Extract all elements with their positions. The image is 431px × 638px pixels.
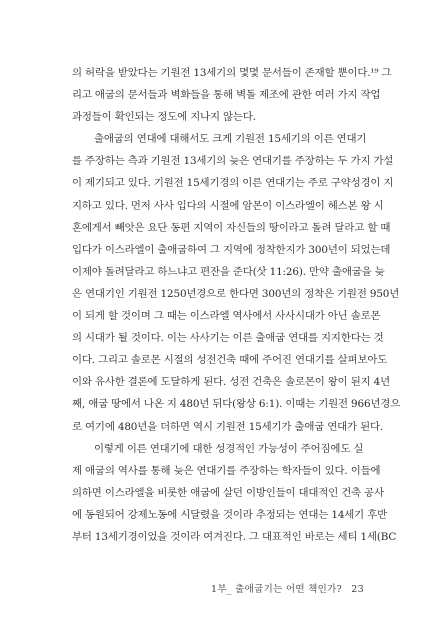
- running-head: 1부_ 출애굽기는 어떤 책인가?: [210, 584, 342, 595]
- text-line: 의 허락을 받았다는 기원전 13세기의 몇몇 문서들이 존재할 뿐이다.¹⁹ 그: [72, 67, 392, 79]
- text-line: 은 연대기인 기원전 1250년경으로 한다면 300년의 정착은 기원전 950년: [72, 287, 400, 300]
- text-line: 이 되게 할 것이며 그 때는 이스라엘 역사에서 사사시대가 아닌 솔로몬: [72, 310, 381, 323]
- text-line: 로 여기에 480년을 더하면 역시 기원전 15세기가 출애굽 연대가 된다.: [72, 420, 384, 433]
- text-line: 제 애굽의 역사를 통해 늦은 연대기를 주장하는 학자들이 있다. 이들에: [72, 464, 381, 477]
- paragraph-start-line: 이렇게 이른 연대기에 대한 성경적인 가능성이 주어짐에도 실: [94, 442, 364, 455]
- paragraph-start-line: 출애굽의 연대에 대해서도 크게 기원전 15세기의 이른 연대기: [94, 133, 367, 146]
- text-line: 의 시대가 될 것이다. 이는 사사기는 이른 출애굽 연대를 지지한다는 것: [72, 332, 384, 345]
- text-line: 입다가 이스라엘이 출애굽하여 그 지역에 정착한지가 300년이 되었는데: [72, 243, 391, 256]
- text-line: 를 주장하는 측과 기원전 13세기의 늦은 연대기를 주장하는 두 가지 가설: [72, 155, 394, 168]
- text-line: 리고 애굽의 문서들과 벽화들을 통해 벽돌 제조에 관한 여러 가지 작업: [72, 89, 381, 102]
- text-line: 혼에게서 빼앗은 요단 동편 지역이 자신들의 땅이라고 돌려 달라고 할 때: [72, 221, 391, 234]
- text-line: 이 제기되고 있다. 기원전 15세기경의 이른 연대기는 주로 구약성경이 지: [72, 177, 394, 190]
- text-line: 이다. 그리고 솔로몬 시절의 성전건축 때에 주어진 연대기를 살펴보아도: [72, 354, 388, 367]
- text-line: 부터 13세기경이었을 것이라 여겨진다. 그 대표적인 바로는 세티 1세(BC: [72, 530, 397, 543]
- text-line: 째, 애굽 땅에서 나온 지 480년 뒤다(왕상 6:1). 이때는 기원전 966년경으: [72, 398, 401, 411]
- page-footer: [211, 581, 364, 595]
- text-line: 과정들이 확인되는 정도에 지나지 않는다.: [72, 111, 256, 124]
- text-line: 지하고 있다. 먼저 사사 입다의 시절에 암몬이 이스라엘이 헤스본 왕 시: [72, 199, 384, 212]
- text-line: 이와 유사한 결론에 도달하게 된다. 성전 건축은 솔로몬이 왕이 된지 4년: [72, 376, 390, 389]
- text-line: 의하면 이스라엘을 비롯한 애굽에 살던 이방인들이 대대적인 건축 공사: [72, 486, 384, 499]
- text-line: 이제야 돌려달라고 하느냐고 편잔을 준다(삿 11:26). 만약 출애굽을 늦: [72, 265, 385, 278]
- body-text: [72, 62, 401, 548]
- text-line: 에 동원되어 강제노동에 시달렸을 것이라 추정되는 연대는 14세기 후반: [72, 508, 387, 521]
- page-number: 23: [351, 584, 364, 595]
